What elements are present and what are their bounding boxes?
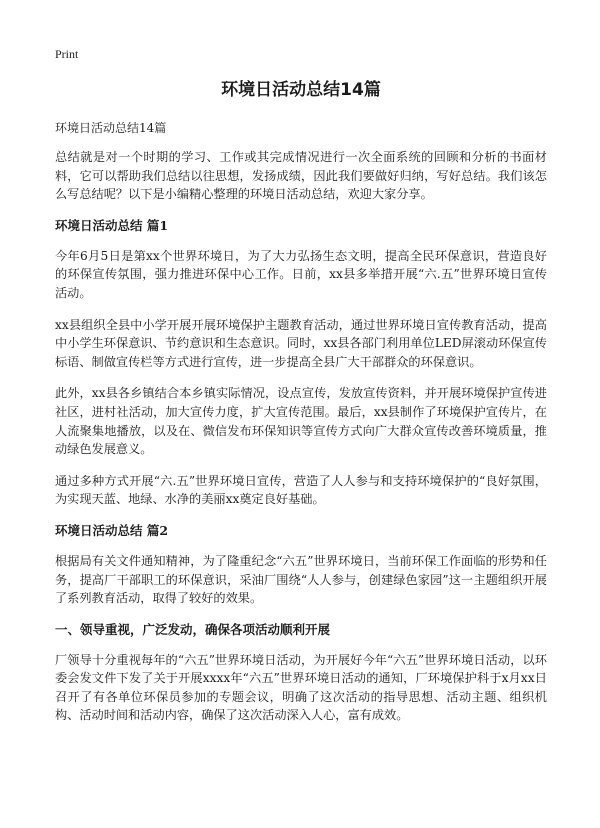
document-body <box>55 148 547 738</box>
section-1-paragraph: 今年6月5日是第xx个世界环境日，为了大力弘扬生态文明，提高全民环保意识，营造良好的环保宣传氛围，强力推进环保中心工作。日前，xx县多举措开展“六.五”世界环境日宣传活动。 <box>55 248 547 300</box>
intro-paragraph: 总结就是对一个时期的学习、工作或其完成情况进行一次全面系统的回顾和分析的书面材料，它可以帮助我们总结以往思想，发扬成绩，因此我们要做好归纳，写好总结。我们该怎么写总结呢？以下是小编精心整理的环境日活动总结，欢迎大家分享。 <box>55 150 547 202</box>
section-2-intro-paragraph: 根据局有关文件通知精神，为了隆重纪念“六五”世界环境日，当前环保工作面临的形势和任务，提高厂干部职工的环保意识，采油厂围绕“人人参与，创建绿色家园”这一主题组织开展了系列教育活动，取得了较好的效果。 <box>55 553 547 606</box>
section-1-paragraph: xx县组织全县中小学开展开展环境保护主题教育活动，通过世界环境日宣传教育活动，提高中小学生环保意识、节约意识和生态意识。同时，xx县各部门利用单位LED屏滚动环保宣传标语、制做宣传栏等方式进行宣传，进一步提高全县广大干部群众的环保意识。 <box>55 317 547 369</box>
section-1-paragraph: 此外，xx县各乡镇结合本乡镇实际情况，设点宣传，发放宣传资料，并开展环境保护宣传进社区，进村社活动，加大宣传力度，扩大宣传范围。最后，xx县制作了环境保护宣传片，在人流聚集地播放，以及在、微信发布环保知识等宣传方式向广大群众宣传改善环境质量，推动绿色发展意义。 <box>55 386 547 457</box>
section-2-body-paragraph: 厂领导十分重视每年的“六五”世界环境日活动，为开展好今年“六五”世界环境日活动，以环委会发文件下发了关于开展xxxx年“六五”世界环境日活动的通知，厂环境保护科于x月xx日召开了有各单位环保员参加的专题会议，明确了这次活动的指导思想、活动主题、组织机构、活动时间和活动内容，确保了这次活动深入人心，富有成效。 <box>55 652 547 723</box>
section-1-heading: 环境日活动总结 篇1 <box>55 217 169 233</box>
document-title: 环境日活动总结14篇 <box>221 80 381 100</box>
section-1-paragraph: 通过多种方式开展“六.五”世界环境日宣传，营造了人人参与和支持环境保护的“良好氛围，为实现天蓝、地绿、水净的美丽xx奠定良好基础。 <box>55 473 547 507</box>
section-2-heading: 环境日活动总结 篇2 <box>55 522 169 538</box>
section-2-subheading: 一、领导重视，广泛发动，确保各项活动顺利开展 <box>55 621 331 637</box>
document-subtitle: 环境日活动总结14篇 <box>55 121 167 135</box>
print-link[interactable]: Print <box>55 47 79 61</box>
